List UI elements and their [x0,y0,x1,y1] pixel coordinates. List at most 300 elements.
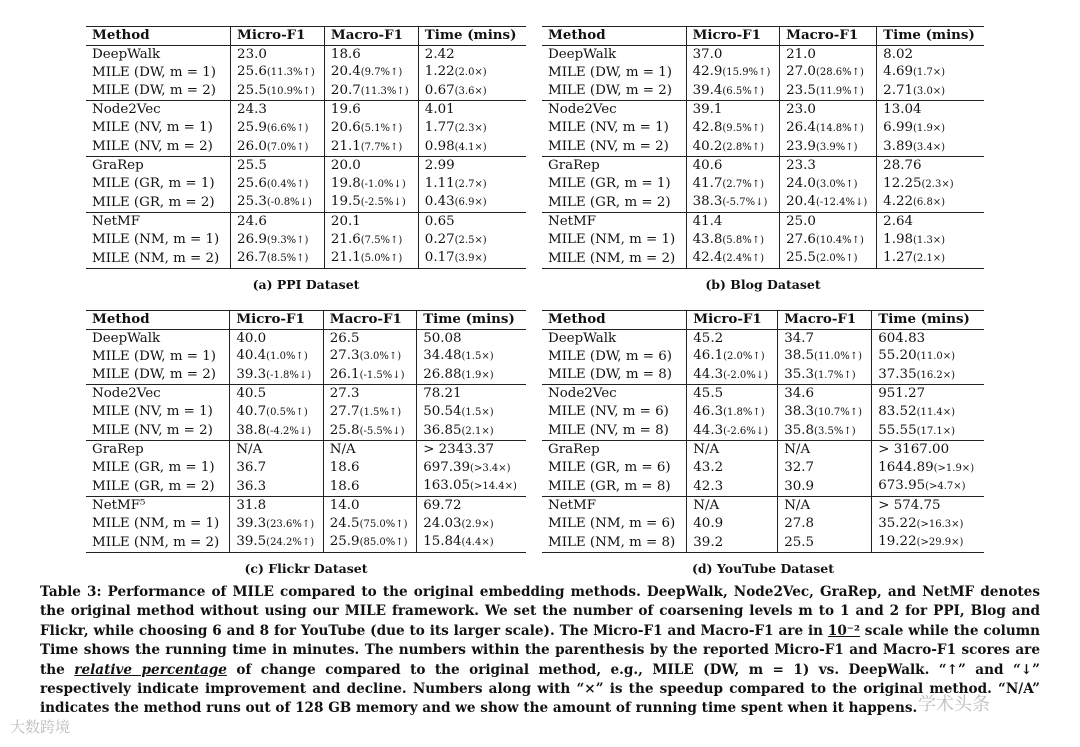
cell-time [418,45,526,63]
cell-value: MILE (GR, m = 1) [548,176,671,192]
cell-time [418,231,526,250]
cell-macro [324,101,418,119]
cell-change: (14.8%↑) [815,122,864,134]
cell-micro [686,193,780,212]
cell-method [542,403,687,422]
cell-time [418,175,526,194]
cell-change: (2.0%↑) [815,253,858,265]
table-blog [542,26,984,269]
cell-time [872,403,984,422]
table-row [86,212,526,230]
table-row [86,515,526,534]
cell-macro [778,515,872,534]
cell-value: 44.3 [693,366,724,382]
cell-change: (-1.0%↓) [360,178,406,190]
cell-value: MILE (DW, m = 1) [92,64,216,80]
table-row [86,441,526,459]
table-header-row [542,27,984,46]
table-header-row [86,27,526,46]
cell-value: 697.39 [423,459,471,475]
cell-micro [231,138,325,157]
cell-method [86,515,230,534]
cell-method [542,138,686,157]
cell-value: 24.5 [329,515,360,531]
cell-value: 26.1 [329,366,360,382]
cell-micro [230,385,323,403]
cell-method [86,193,231,212]
cell-macro [778,496,872,514]
cell-micro [686,249,780,268]
cell-macro [778,329,872,347]
cell-method [542,212,686,230]
cell-method [542,422,687,441]
cell-method [542,63,686,82]
cell-change: (2.7%↑) [722,178,764,190]
cell-value: 24.0 [786,175,816,191]
cell-time [877,101,984,119]
cell-micro [231,101,325,119]
table-row [86,63,526,82]
cell-value: 23.5 [786,82,816,98]
cell-value: 0.43 [424,194,455,210]
cell-time [417,366,526,385]
table-row [86,157,526,175]
cell-change: (7.7%↑) [360,141,403,153]
cell-micro [230,477,323,496]
cell-macro [324,193,418,212]
cell-method [542,366,687,385]
cell-method [542,533,687,552]
cell-method [86,175,231,194]
cell-macro [780,82,877,101]
cell-change: (2.4%↑) [722,253,764,265]
cell-macro [323,477,416,496]
cell-macro [324,138,418,157]
cell-micro [686,231,780,250]
cell-value: 23.0 [237,46,267,62]
cell-macro [780,101,877,119]
table-row [86,477,526,496]
cell-change: (-0.8%↓) [266,197,312,209]
cell-time [417,422,526,441]
cell-time [872,515,984,534]
cell-change: (5.0%↑) [360,253,403,265]
table-row [86,329,526,347]
cell-change: (6.6%↑) [266,122,309,134]
cell-change: (75.0%↑) [359,518,408,530]
cell-change: (2.0×) [454,67,487,79]
cell-time [877,63,984,82]
cell-macro [780,63,877,82]
cell-value: 36.3 [236,478,267,494]
cell-value: 24.3 [237,102,267,118]
cell-value: MILE (NV, m = 2) [92,139,213,155]
cell-value: MILE (NM, m = 1) [92,232,220,248]
table-row [86,422,526,441]
cell-value: 32.7 [784,460,815,476]
cell-method [542,101,686,119]
cell-change: (1.0%↑) [266,351,308,363]
cell-change: (1.3×) [913,234,946,246]
cell-time [877,231,984,250]
cell-value: 50.08 [423,330,462,346]
cell-value: 55.20 [878,348,917,364]
cell-time [877,175,984,194]
table-row [542,157,984,175]
cell-change: (1.8%↑) [723,406,765,418]
cell-value: DeepWalk [548,46,617,62]
cell-time [417,385,526,403]
cell-value: 83.52 [878,403,917,419]
table-header-row [542,311,984,330]
cell-value: 40.6 [692,158,723,174]
cell-value: 20.4 [786,194,816,210]
cell-value: 35.22 [878,515,917,531]
cell-value: 19.22 [878,534,917,550]
cell-method [86,231,231,250]
cell-value: MILE (DW, m = 2) [548,83,672,99]
cell-value: 34.48 [423,348,462,364]
cell-micro [687,329,778,347]
cell-value: 26.4 [786,119,816,135]
caption-label: Table 3: [40,584,102,600]
cell-change: (2.0%↑) [723,351,765,363]
cell-time [877,45,984,63]
cell-time [877,212,984,230]
cell-value: 27.8 [784,516,815,532]
cell-method [542,477,687,496]
cell-micro [686,63,780,82]
panel-ppi [86,26,526,292]
cell-macro [323,403,416,422]
cell-value: 40.9 [693,516,724,532]
cell-change: (2.1×) [913,253,946,265]
cell-value: MILE (NM, m = 2) [92,250,220,266]
cell-value: 40.0 [236,330,267,346]
cell-change: (1.9×) [461,369,494,381]
cell-change: (23.6%↑) [266,518,315,530]
cell-value: 45.5 [693,386,724,402]
cell-value: 1.77 [424,119,455,135]
cell-change: (10.4%↑) [815,234,864,246]
cell-micro [687,366,778,385]
caption-text-1: Performance of MILE compared to the original embedding methods. DeepWalk, Node2Vec, GraRep, and NetMF denotes the original method without using our MILE framework. We set the number of coarsening levels m to 1 and 2 for PPI, Blog and Flickr, while choosing 6 and 8 for YouTube (due to its larger scale). The Micro-F1 and Macro-F1 are in [40,584,1040,639]
cell-value: 1.11 [424,175,455,191]
cell-value: N/A [693,442,720,458]
column-header: Time (mins) [418,27,526,46]
cell-macro [323,533,416,552]
cell-value: MILE (GR, m = 1) [92,460,215,476]
cell-value: MILE (DW, m = 2) [92,367,216,383]
cell-value: Node2Vec [92,386,161,402]
cell-value: 39.3 [236,515,267,531]
cell-value: 39.3 [236,366,267,382]
table-row [86,249,526,268]
cell-change: (4.4×) [461,537,494,549]
cell-method [86,157,231,175]
cell-time [872,366,984,385]
cell-value: 1.27 [883,250,913,266]
cell-macro [780,45,877,63]
caption-youtube: (d) YouTube Dataset [691,560,835,576]
cell-value: 0.98 [424,138,455,154]
cell-micro [231,157,325,175]
cell-time [872,385,984,403]
cell-change: (2.1×) [461,425,494,437]
cell-macro [324,119,418,138]
cell-time [418,157,526,175]
cell-change: (7.5%↑) [360,234,403,246]
cell-change: (28.6%↑) [815,67,864,79]
cell-value: 0.27 [424,231,455,247]
cell-time [872,329,984,347]
cell-time [418,138,526,157]
cell-value: 19.8 [330,175,361,191]
column-header: Time (mins) [877,27,984,46]
caption-scale: 10⁻² [827,622,860,639]
panel-blog [542,26,984,292]
cell-value: DeepWalk [92,330,161,346]
cell-micro [231,193,325,212]
cell-change: (1.5×) [461,351,494,363]
cell-time [877,249,984,268]
cell-value: 6.99 [883,119,913,135]
cell-time [877,193,984,212]
cell-value: 42.8 [692,119,723,135]
table-row [542,45,984,63]
cell-value: 26.0 [237,138,267,154]
cell-micro [231,45,325,63]
cell-value: 38.5 [784,348,815,364]
cell-value: 13.04 [883,102,922,118]
cell-macro [323,329,416,347]
cell-macro [778,441,872,459]
cell-value: 46.3 [693,403,724,419]
cell-value: 34.6 [784,386,815,402]
cell-value: 18.6 [329,460,360,476]
column-header: Macro-F1 [324,27,418,46]
cell-method [86,249,231,268]
cell-macro [780,249,877,268]
cell-value: > 574.75 [878,497,941,513]
column-header: Time (mins) [417,311,526,330]
cell-value: 1644.89 [878,459,934,475]
cell-method [86,385,230,403]
cell-macro [323,515,416,534]
table-row [542,138,984,157]
cell-change: (0.5%↑) [266,406,308,418]
cell-method [542,347,687,366]
cell-method [86,329,230,347]
cell-value: > 3167.00 [878,442,950,458]
cell-time [418,63,526,82]
cell-micro [687,459,778,478]
table-row [86,347,526,366]
table-row [542,249,984,268]
cell-macro [778,385,872,403]
table-row [542,329,984,347]
table-row [542,459,984,478]
column-header: Micro-F1 [230,311,323,330]
cell-change: (2.9×) [461,518,494,530]
cell-value: 1.22 [424,64,455,80]
cell-value: N/A [784,497,811,513]
caption-emphasis: relative percentage [74,661,227,678]
cell-method [86,366,230,385]
cell-value: MILE (GR, m = 6) [548,460,671,476]
cell-method [542,45,686,63]
table-caption [40,583,1040,719]
cell-value: Node2Vec [92,102,161,118]
cell-value: 55.55 [878,422,917,438]
table-row [86,496,526,514]
cell-value: 27.7 [329,403,360,419]
cell-change: (24.2%↑) [266,537,315,549]
cell-value: 24.03 [423,515,462,531]
cell-change: (6.8×) [913,197,946,209]
cell-value: MILE (DW, m = 1) [548,64,672,80]
cell-time [417,515,526,534]
cell-time [877,157,984,175]
cell-value: 163.05 [423,478,471,494]
column-header: Method [542,27,686,46]
table-row [542,403,984,422]
cell-value: MILE (GR, m = 2) [548,194,671,210]
cell-value: 43.2 [693,460,724,476]
cell-value: 25.8 [329,422,360,438]
cell-value: 12.25 [883,175,922,191]
table-row [542,63,984,82]
cell-change: (11.0×) [916,351,956,363]
column-header: Method [86,27,231,46]
cell-value: 25.9 [329,534,360,550]
cell-micro [231,63,325,82]
cell-value: NetMF⁵ [92,497,146,513]
cell-method [86,533,230,552]
cell-value: 35.3 [784,366,815,382]
cell-method [542,193,686,212]
cell-change: (-2.0%↓) [723,369,769,381]
panel-youtube [542,310,984,576]
table-row [542,533,984,552]
cell-value: 21.6 [330,231,361,247]
cell-value: 40.7 [236,403,267,419]
cell-change: (10.7%↑) [814,406,862,418]
cell-value: GraRep [92,442,144,458]
cell-value: 40.2 [692,138,723,154]
cell-value: 24.6 [237,213,267,229]
cell-method [542,385,687,403]
cell-time [872,347,984,366]
cell-time [872,477,984,496]
cell-change: (-5.7%↓) [722,197,768,209]
cell-time [872,533,984,552]
cell-micro [686,212,780,230]
cell-macro [323,366,416,385]
cell-value: 673.95 [878,478,926,494]
cell-time [877,82,984,101]
cell-change: (5.1%↑) [360,122,403,134]
cell-value: 36.7 [236,460,267,476]
cell-value: 26.88 [423,366,462,382]
cell-change: (8.5%↑) [266,253,309,265]
cell-time [872,422,984,441]
cell-value: 18.6 [330,46,361,62]
cell-change: (4.1×) [454,141,487,153]
cell-value: 4.69 [883,64,913,80]
cell-value: MILE (NV, m = 6) [548,404,669,420]
cell-macro [323,496,416,514]
cell-macro [780,231,877,250]
cell-method [86,119,231,138]
cell-method [86,63,231,82]
cell-value: 40.5 [236,386,267,402]
cell-micro [686,157,780,175]
cell-change: (9.3%↑) [266,234,309,246]
cell-value: 26.7 [237,250,267,266]
cell-micro [686,138,780,157]
table-row [542,477,984,496]
cell-value: 44.3 [693,422,724,438]
cell-change: (-12.4%↓) [815,197,868,209]
cell-macro [778,347,872,366]
table-row [542,496,984,514]
cell-change: (16.2×) [916,369,956,381]
table-row [86,101,526,119]
cell-macro [780,212,877,230]
cell-value: 19.5 [330,194,361,210]
table-ppi [86,26,526,269]
cell-value: MILE (NV, m = 1) [548,120,669,136]
cell-change: (2.5×) [454,234,487,246]
cell-method [542,175,686,194]
cell-value: 4.01 [424,102,455,118]
cell-value: 25.5 [237,82,267,98]
column-header: Macro-F1 [323,311,416,330]
cell-change: (10.9%↑) [266,85,315,97]
cell-value: 25.5 [784,534,815,550]
cell-value: GraRep [548,158,600,174]
cell-change: (9.7%↑) [360,67,403,79]
cell-macro [324,231,418,250]
cell-macro [323,347,416,366]
cell-micro [687,441,778,459]
cell-micro [230,366,323,385]
cell-value: MILE (NM, m = 2) [548,250,676,266]
cell-change: (3.0%↑) [815,178,858,190]
cell-micro [230,441,323,459]
cell-value: MILE (NV, m = 1) [92,120,213,136]
table-row [542,422,984,441]
cell-change: (3.6×) [454,85,487,97]
cell-macro [780,138,877,157]
cell-micro [230,329,323,347]
table-header-row [86,311,526,330]
cell-macro [778,403,872,422]
cell-value: NetMF [548,497,597,513]
cell-value: 8.02 [883,46,913,62]
cell-value: 19.6 [330,102,361,118]
cell-value: 27.0 [786,64,816,80]
cell-change: (1.7×) [913,67,946,79]
cell-value: GraRep [92,158,144,174]
cell-value: N/A [329,442,356,458]
cell-value: MILE (GR, m = 2) [92,478,215,494]
cell-micro [686,82,780,101]
cell-macro [778,477,872,496]
cell-method [542,82,686,101]
cell-value: > 2343.37 [423,442,495,458]
